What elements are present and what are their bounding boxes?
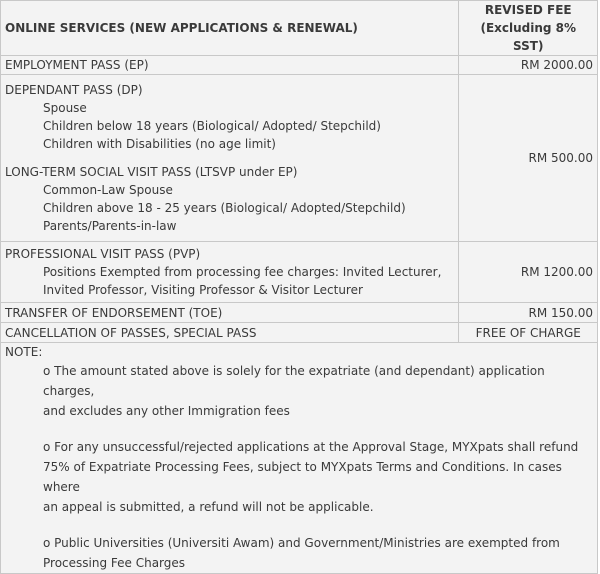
- cancel-fee: FREE OF CHARGE: [459, 323, 598, 343]
- note-bullet-2-line3: an appeal is submitted, a refund will not be applicable.: [43, 500, 374, 514]
- spacer: [5, 421, 593, 437]
- spacer: [5, 153, 454, 163]
- pvp-fee: RM 1200.00: [459, 242, 598, 303]
- ltsvp-item-parents: Parents/Parents-in-law: [43, 219, 177, 233]
- table-row-cancellation: [1, 323, 598, 343]
- header-fee: [459, 1, 598, 56]
- table-header-row: [1, 1, 598, 56]
- ep-fee: RM 2000.00: [459, 56, 598, 75]
- pvp-cell: [1, 242, 459, 303]
- table-row-dp: [1, 75, 598, 242]
- table-row-note: [1, 343, 598, 574]
- toe-label: TRANSFER OF ENDORSEMENT (TOE): [1, 303, 459, 323]
- note-bullet-3-line2: Processing Fee Charges: [43, 556, 186, 570]
- note-bullet-2-line2: 75% of Expatriate Processing Fees, subject to MYXpats Terms and Conditions. In cases where: [43, 460, 562, 494]
- pvp-line2: Invited Professor, Visiting Professor & Visitor Lecturer: [43, 283, 363, 297]
- ep-label: EMPLOYMENT PASS (EP): [1, 56, 459, 75]
- dp-item-spouse: Spouse: [43, 101, 87, 115]
- note-bullet-2-line1: o For any unsuccessful/rejected applications at the Approval Stage, MYXpats shall refund: [43, 440, 579, 454]
- table-row-ep: [1, 56, 598, 75]
- cancel-label: CANCELLATION OF PASSES, SPECIAL PASS: [1, 323, 459, 343]
- pvp-label: PROFESSIONAL VISIT PASS (PVP): [5, 247, 201, 261]
- header-fee-line2: (Excluding 8% SST): [480, 21, 577, 53]
- note-bullet-1-line2: and excludes any other Immigration fees: [43, 404, 290, 418]
- dp-item-children-disabilities: Children with Disabilities (no age limit): [43, 137, 276, 151]
- note-bullet-3-line1: o Public Universities (Universiti Awam) and Government/Ministries are exempted from: [43, 536, 560, 550]
- table-row-pvp: [1, 242, 598, 303]
- header-fee-line1: REVISED FEE: [484, 3, 572, 17]
- note-cell: [1, 343, 598, 574]
- header-services: ONLINE SERVICES (NEW APPLICATIONS & RENEWAL): [1, 1, 459, 56]
- dp-item-children-below-18: Children below 18 years (Biological/ Adopted/ Stepchild): [43, 119, 381, 133]
- note-bullet-1-line1: o The amount stated above is solely for the expatriate (and dependant) application charges,: [43, 364, 545, 398]
- ltsvp-label: LONG-TERM SOCIAL VISIT PASS (LTSVP under EP): [5, 165, 298, 179]
- spacer: [5, 517, 593, 533]
- dp-label: DEPENDANT PASS (DP): [5, 83, 143, 97]
- table-row-toe: [1, 303, 598, 323]
- toe-fee: RM 150.00: [459, 303, 598, 323]
- dp-cell: [1, 75, 459, 242]
- dp-fee: RM 500.00: [459, 75, 598, 242]
- pvp-line1: Positions Exempted from processing fee charges: Invited Lecturer,: [43, 265, 442, 279]
- ltsvp-item-common-law: Common-Law Spouse: [43, 183, 173, 197]
- ltsvp-item-children-18-25: Children above 18 - 25 years (Biological/ Adopted/Stepchild): [43, 201, 406, 215]
- note-label: NOTE:: [5, 345, 43, 359]
